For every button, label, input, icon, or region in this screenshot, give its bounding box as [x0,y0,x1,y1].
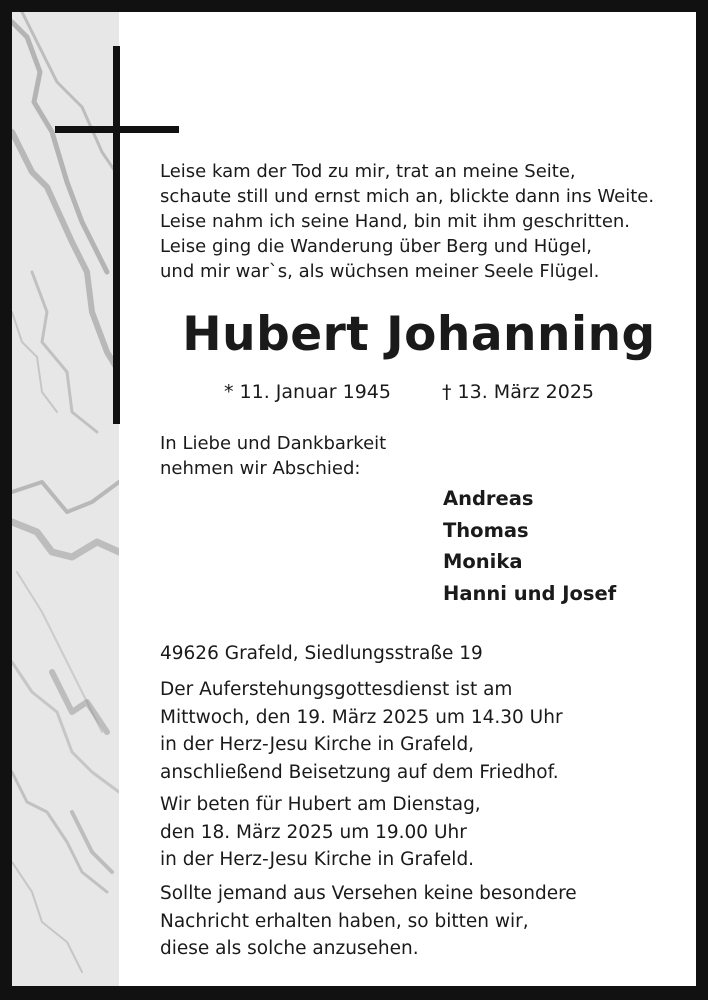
funeral-service-info [160,676,563,786]
farewell-intro [160,431,386,481]
mourner-name: Andreas [443,487,534,510]
notice-line: diese als solche anzusehen. [160,938,419,959]
poem-line: und mir war`s, als wüchsen meiner Seele Flügel. [160,261,600,282]
marble-texture-strip [12,12,119,986]
service-line: in der Herz-Jesu Kirche in Grafeld, [160,734,475,755]
prayer-line: in der Herz-Jesu Kirche in Grafeld. [160,849,475,870]
notice-info [160,880,577,963]
death-date: † 13. März 2025 [442,381,595,403]
poem-line: Leise nahm ich seine Hand, bin mit ihm geschritten. [160,211,631,232]
family-address: 49626 Grafeld, Siedlungsstraße 19 [160,643,483,664]
service-line: Mittwoch, den 19. März 2025 um 14.30 Uhr [160,706,563,728]
intro-line: In Liebe und Dankbarkeit [160,433,387,454]
service-line: Der Auferstehungsgottesdienst ist am [160,679,513,700]
poem-block [160,159,654,284]
poem-line: Leise kam der Tod zu mir, trat an meine Seite, [160,161,576,182]
deceased-name: Hubert Johanning [182,307,656,362]
prayer-info [160,791,481,874]
mourner-name: Monika [443,550,523,573]
mourner-name: Thomas [443,518,529,542]
prayer-line: den 18. März 2025 um 19.00 Uhr [160,821,467,843]
cross-horizontal-bar [55,126,179,133]
marble-veins-graphic [12,12,119,986]
service-line: anschließend Beisetzung auf dem Friedhof. [160,761,559,783]
mourner-name: Hanni und Josef [443,581,617,605]
cross-vertical-bar [113,46,120,424]
poem-line: schaute still und ernst mich an, blickte dann ins Weite. [160,186,655,207]
mourners-list [443,483,616,609]
intro-line: nehmen wir Abschied: [160,458,361,479]
poem-line: Leise ging die Wanderung über Berg und Hügel, [160,236,592,257]
notice-line: Sollte jemand aus Versehen keine besondere [160,883,577,904]
notice-line: Nachricht erhalten haben, so bitten wir, [160,910,529,932]
birth-date: * 11. Januar 1945 [224,381,391,403]
prayer-line: Wir beten für Hubert am Dienstag, [160,794,481,815]
